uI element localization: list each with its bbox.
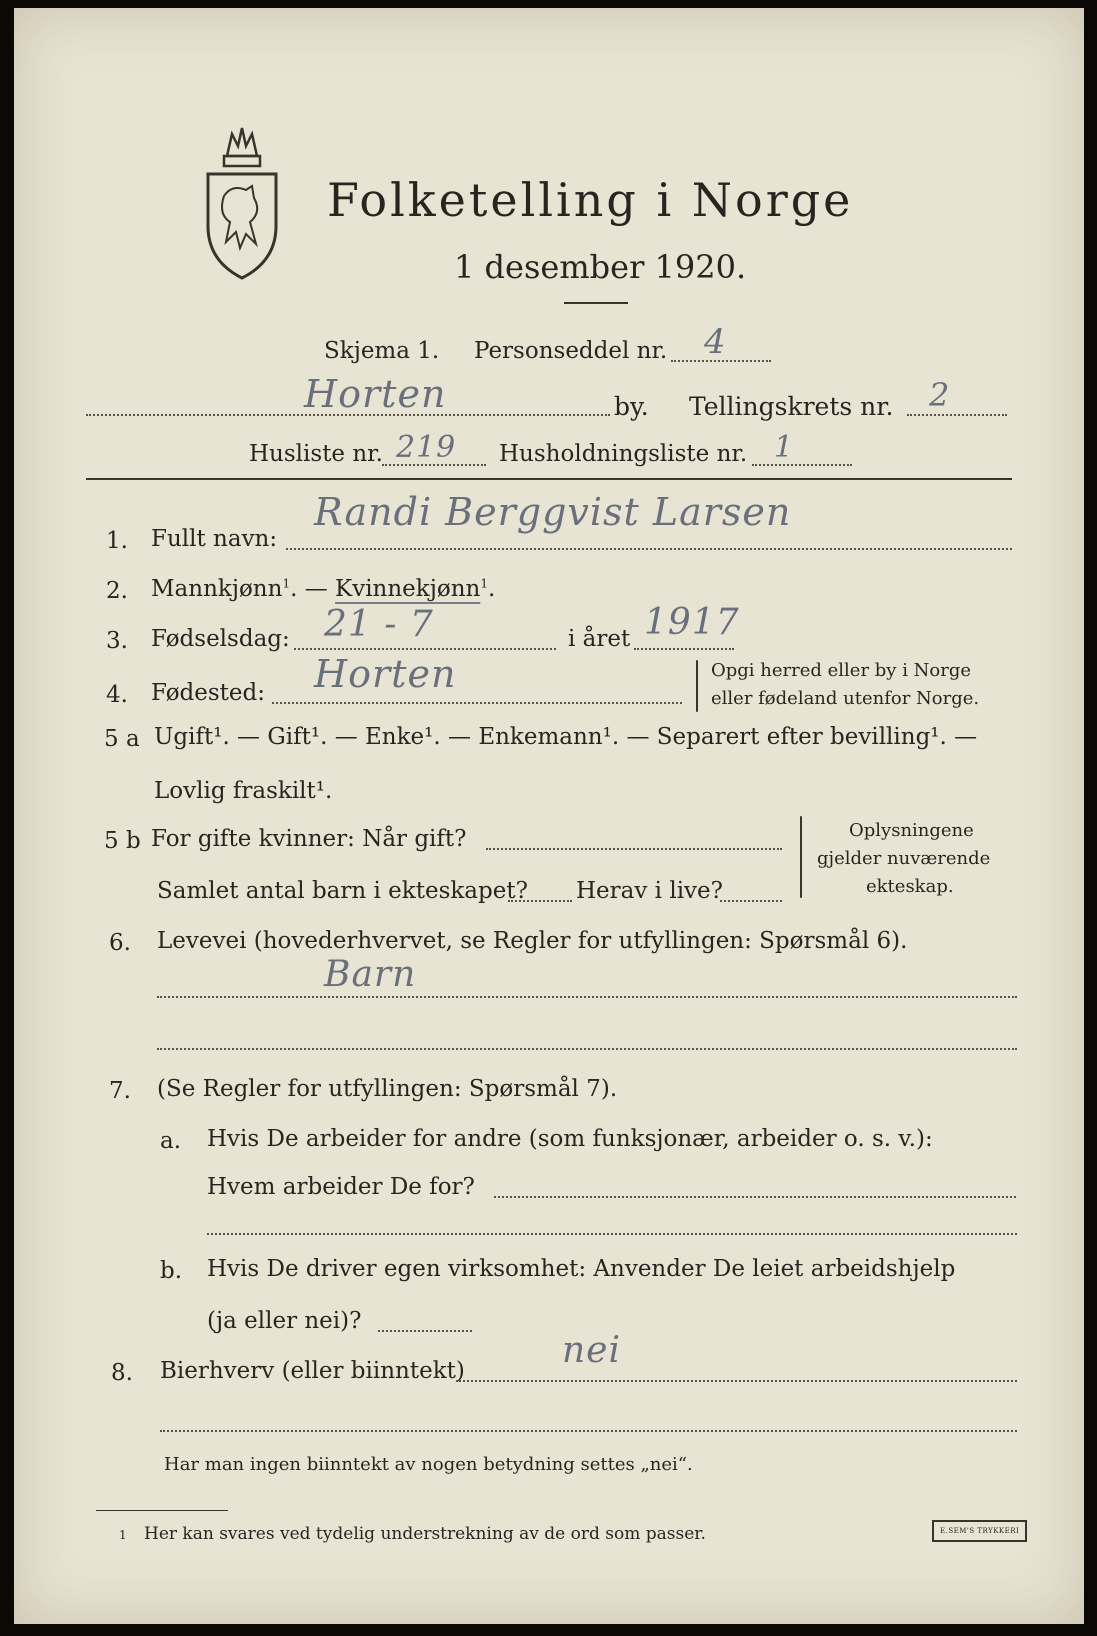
header-rule bbox=[86, 478, 1012, 480]
footnote-mark: 1 bbox=[119, 1528, 127, 1542]
marital-status-options[interactable]: Ugift¹. — Gift¹. — Enke¹. — Enkemann¹. — Separert efter bevilling¹. — bbox=[154, 724, 978, 750]
q4-number: 4. bbox=[106, 682, 128, 708]
coat-of-arms-icon bbox=[202, 126, 282, 281]
q7b-letter: b. bbox=[160, 1258, 183, 1284]
q3-number: 3. bbox=[106, 628, 128, 654]
children-alive-label: Herav i live? bbox=[576, 878, 723, 904]
q7a-text: Hvis De arbeider for andre (som funksjonær, arbeider o. s. v.): bbox=[207, 1126, 933, 1152]
birthplace-value[interactable]: Horten bbox=[314, 652, 457, 696]
q1-label: Fullt navn: bbox=[151, 526, 278, 552]
personseddel-label: Personseddel nr. bbox=[474, 338, 668, 364]
q7-label: (Se Regler for utfyllingen: Spørsmål 7). bbox=[157, 1076, 618, 1102]
q7a-letter: a. bbox=[160, 1128, 182, 1154]
hired-help-label: (ja eller nei)? bbox=[207, 1308, 362, 1334]
option-kvinnekjonn[interactable]: Kvinnekjønn bbox=[335, 576, 481, 602]
tellingskrets-label: Tellingskrets nr. bbox=[689, 392, 894, 421]
footnote-rule bbox=[96, 1510, 228, 1511]
personseddel-value[interactable]: 4 bbox=[704, 322, 727, 362]
q7-number: 7. bbox=[109, 1078, 131, 1104]
birth-year-value[interactable]: 1917 bbox=[644, 602, 740, 643]
q7b-text: Hvis De driver egen virksomhet: Anvender De leiet arbeidshjelp bbox=[207, 1256, 956, 1282]
birthday-value[interactable]: 21 - 7 bbox=[324, 604, 434, 645]
full-name-value[interactable]: Randi Berggvist Larsen bbox=[314, 490, 792, 534]
side-income-value[interactable]: nei bbox=[562, 1330, 622, 1371]
gender-options: Mannkjønn$^1$. — Kvinnekjønn$^1$. bbox=[151, 576, 496, 602]
q4-label: Fødested: bbox=[151, 680, 266, 706]
husholdningsliste-value[interactable]: 1 bbox=[774, 430, 795, 465]
marriage-note-1: Oplysningene bbox=[849, 820, 974, 841]
tellingskrets-value[interactable]: 2 bbox=[929, 376, 951, 414]
employer-label: Hvem arbeider De for? bbox=[207, 1174, 475, 1200]
city-value[interactable]: Horten bbox=[304, 372, 447, 416]
marital-status-divorced[interactable]: Lovlig fraskilt¹. bbox=[154, 778, 333, 804]
hired-help-field[interactable] bbox=[378, 1330, 472, 1332]
census-form-sheet bbox=[14, 8, 1084, 1624]
birthplace-note-1: Opgi herred eller by i Norge bbox=[711, 660, 972, 681]
by-label: by. bbox=[614, 392, 649, 421]
skjema-label: Skjema 1. bbox=[324, 338, 440, 364]
children-count-label: Samlet antal barn i ekteskapet? bbox=[157, 878, 528, 904]
title-divider bbox=[564, 302, 628, 304]
occupation-value[interactable]: Barn bbox=[324, 954, 417, 995]
married-when-label: For gifte kvinner: Når gift? bbox=[151, 826, 467, 852]
year-label: i året bbox=[568, 626, 631, 652]
marriage-note-2: gjelder nuværende bbox=[817, 848, 991, 869]
husliste-value[interactable]: 219 bbox=[396, 430, 457, 465]
q8-number: 8. bbox=[111, 1360, 133, 1386]
q1-number: 1. bbox=[106, 528, 128, 554]
q8-label: Bierhverv (eller biinntekt) bbox=[160, 1358, 465, 1384]
q6-label: Levevei (hovederhvervet, se Regler for utfyllingen: Spørsmål 6). bbox=[157, 928, 908, 954]
footnote-text: Her kan svares ved tydelig understrekning av de ord som passer. bbox=[144, 1524, 706, 1544]
q5a-number: 5 a bbox=[104, 726, 140, 752]
birthplace-note-2: eller fødeland utenfor Norge. bbox=[711, 688, 980, 709]
husliste-label: Husliste nr. bbox=[249, 441, 383, 467]
employer-field[interactable] bbox=[494, 1196, 1016, 1198]
marriage-note-3: ekteskap. bbox=[866, 876, 954, 897]
printer-stamp: E.SEM'S TRYKKERI bbox=[932, 1520, 1027, 1542]
side-income-note: Har man ingen biinntekt av nogen betydning settes „nei“. bbox=[164, 1454, 693, 1475]
husholdningsliste-label: Husholdningsliste nr. bbox=[499, 441, 748, 467]
option-mannkjonn[interactable]: Mannkjønn bbox=[151, 576, 283, 602]
q2-number: 2. bbox=[106, 578, 128, 604]
census-date: 1 desember 1920. bbox=[454, 248, 747, 286]
q3-label: Fødselsdag: bbox=[151, 626, 290, 652]
q5b-number: 5 b bbox=[104, 828, 141, 854]
form-title: Folketelling i Norge bbox=[327, 173, 854, 227]
q6-number: 6. bbox=[109, 930, 131, 956]
